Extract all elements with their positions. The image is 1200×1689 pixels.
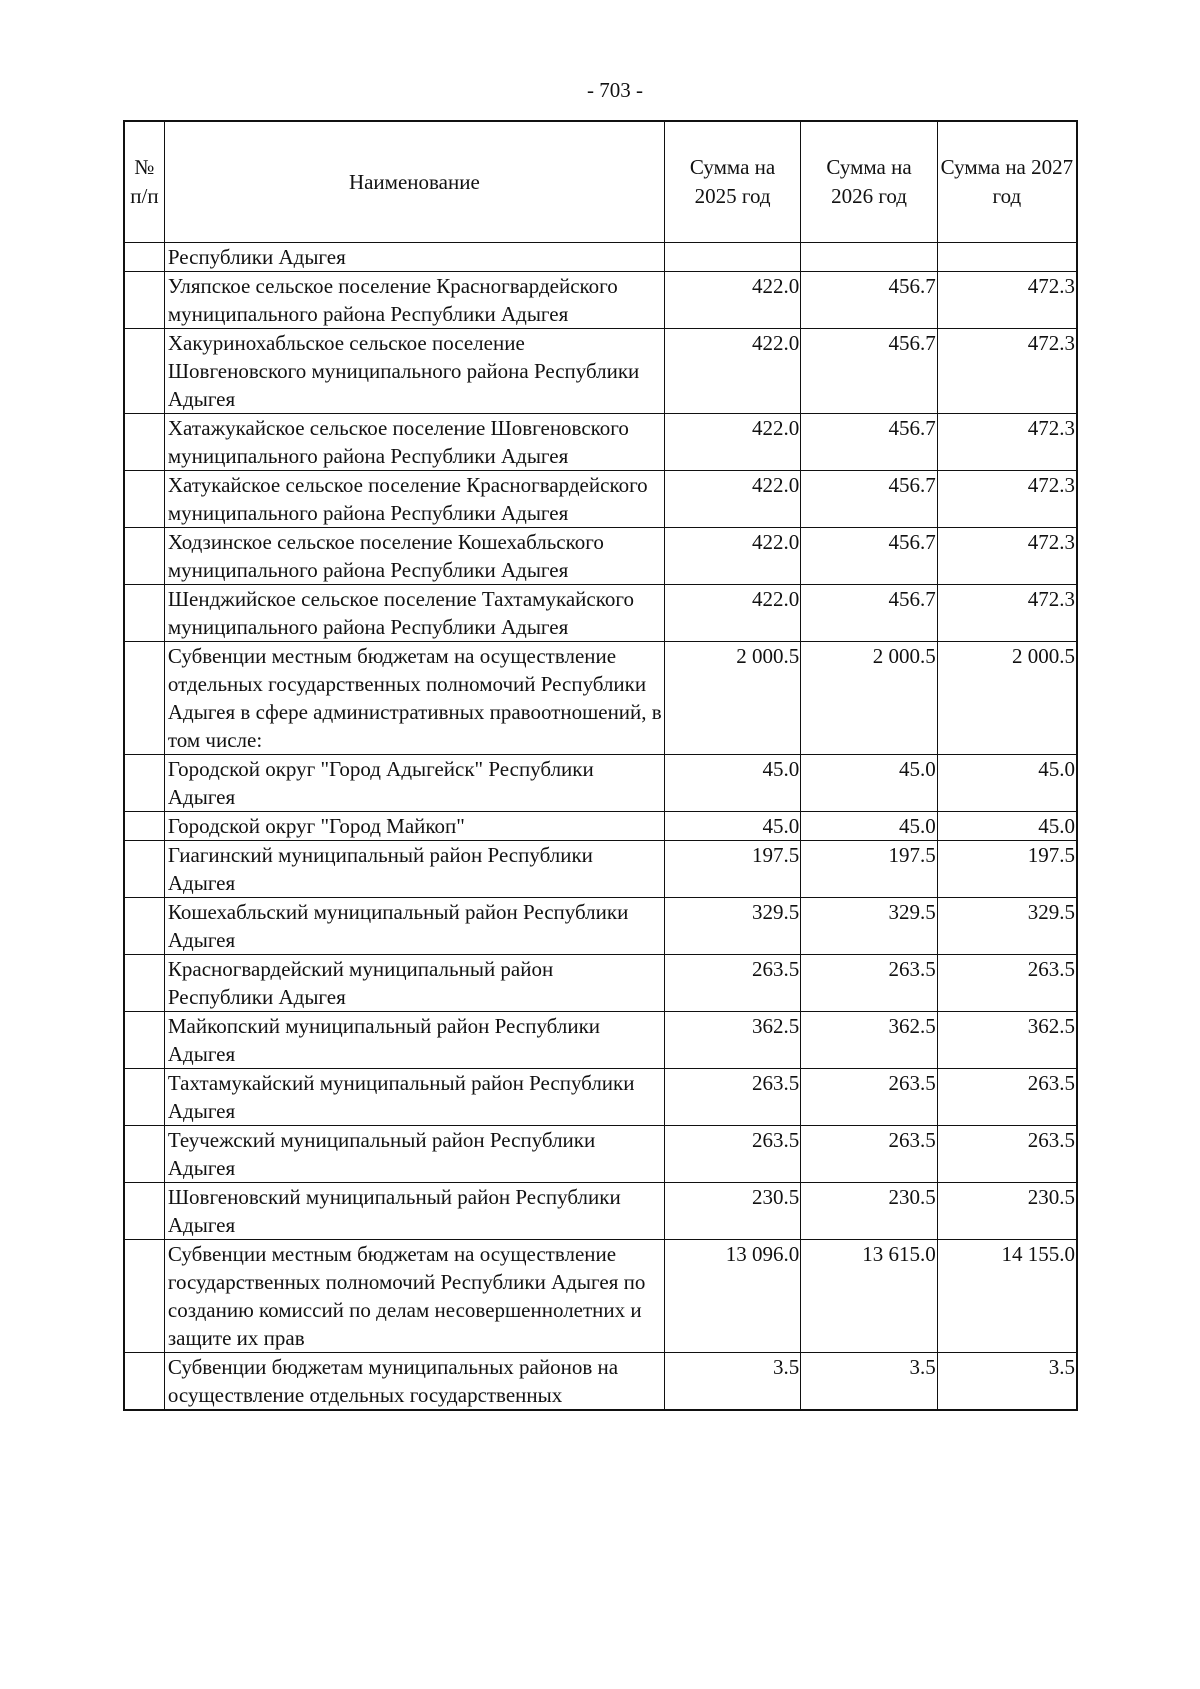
row-name: Субвенции местным бюджетам на осуществление отдельных государственных полномочий Республики Адыгея в сфере административных правоотношений, в том числе: <box>164 642 664 755</box>
row-sum-2026: 13 615.0 <box>801 1240 937 1353</box>
header-index: № п/п <box>124 121 164 243</box>
row-sum-2027: 3.5 <box>937 1353 1077 1411</box>
table-row <box>124 1012 1077 1069</box>
row-sum-2026: 456.7 <box>801 272 937 329</box>
row-sum-2025: 422.0 <box>664 528 800 585</box>
row-index <box>124 243 164 272</box>
row-name: Теучежский муниципальный район Республики Адыгея <box>164 1126 664 1183</box>
row-sum-2027: 263.5 <box>937 1126 1077 1183</box>
row-sum-2026 <box>801 243 937 272</box>
table-row <box>124 1240 1077 1353</box>
row-name: Красногвардейский муниципальный район Республики Адыгея <box>164 955 664 1012</box>
row-sum-2026: 3.5 <box>801 1353 937 1411</box>
row-index <box>124 1069 164 1126</box>
row-index <box>124 1183 164 1240</box>
row-name: Ходзинское сельское поселение Кошехабльского муниципального района Республики Адыгея <box>164 528 664 585</box>
row-index <box>124 755 164 812</box>
page-number: - 703 - <box>587 78 643 102</box>
row-sum-2026: 456.7 <box>801 471 937 528</box>
row-sum-2027: 263.5 <box>937 1069 1077 1126</box>
row-index <box>124 1353 164 1411</box>
row-sum-2026: 263.5 <box>801 1126 937 1183</box>
row-name: Субвенции местным бюджетам на осуществление государственных полномочий Республики Адыгея по созданию комиссий по делам несовершеннолетних и защите их прав <box>164 1240 664 1353</box>
row-sum-2025: 45.0 <box>664 755 800 812</box>
row-sum-2025: 13 096.0 <box>664 1240 800 1353</box>
table-row <box>124 955 1077 1012</box>
row-sum-2025: 197.5 <box>664 841 800 898</box>
row-index <box>124 585 164 642</box>
row-name: Уляпское сельское поселение Красногвардейского муниципального района Республики Адыгея <box>164 272 664 329</box>
table-row <box>124 272 1077 329</box>
row-sum-2026: 456.7 <box>801 329 937 414</box>
row-sum-2027: 14 155.0 <box>937 1240 1077 1353</box>
row-sum-2027: 230.5 <box>937 1183 1077 1240</box>
row-name: Майкопский муниципальный район Республики Адыгея <box>164 1012 664 1069</box>
row-sum-2027: 2 000.5 <box>937 642 1077 755</box>
row-index <box>124 1126 164 1183</box>
row-index <box>124 528 164 585</box>
table-row <box>124 898 1077 955</box>
table-row <box>124 585 1077 642</box>
table-row <box>124 1353 1077 1411</box>
row-sum-2026: 45.0 <box>801 812 937 841</box>
row-sum-2025: 263.5 <box>664 1126 800 1183</box>
row-sum-2025: 422.0 <box>664 414 800 471</box>
row-sum-2026: 456.7 <box>801 585 937 642</box>
row-sum-2026: 329.5 <box>801 898 937 955</box>
row-sum-2026: 362.5 <box>801 1012 937 1069</box>
row-index <box>124 642 164 755</box>
table-row <box>124 1126 1077 1183</box>
table-row <box>124 755 1077 812</box>
row-sum-2026: 2 000.5 <box>801 642 937 755</box>
table-row <box>124 243 1077 272</box>
row-index <box>124 841 164 898</box>
table-row <box>124 812 1077 841</box>
row-index <box>124 272 164 329</box>
row-sum-2025: 263.5 <box>664 955 800 1012</box>
table-body <box>124 243 1077 1411</box>
table-row <box>124 414 1077 471</box>
table-row <box>124 528 1077 585</box>
row-sum-2025: 3.5 <box>664 1353 800 1411</box>
row-name: Хатажукайское сельское поселение Шовгеновского муниципального района Республики Адыгея <box>164 414 664 471</box>
row-sum-2025: 422.0 <box>664 272 800 329</box>
row-index <box>124 471 164 528</box>
row-sum-2025: 2 000.5 <box>664 642 800 755</box>
row-sum-2027: 472.3 <box>937 329 1077 414</box>
row-sum-2026: 263.5 <box>801 1069 937 1126</box>
row-sum-2027 <box>937 243 1077 272</box>
row-sum-2025: 45.0 <box>664 812 800 841</box>
row-sum-2027: 472.3 <box>937 414 1077 471</box>
table-row <box>124 1183 1077 1240</box>
table-row <box>124 329 1077 414</box>
row-sum-2027: 197.5 <box>937 841 1077 898</box>
row-sum-2027: 45.0 <box>937 812 1077 841</box>
row-sum-2027: 472.3 <box>937 528 1077 585</box>
row-sum-2027: 472.3 <box>937 585 1077 642</box>
row-name: Городской округ "Город Майкоп" <box>164 812 664 841</box>
row-sum-2027: 329.5 <box>937 898 1077 955</box>
row-sum-2027: 45.0 <box>937 755 1077 812</box>
row-index <box>124 898 164 955</box>
header-sum-2026: Сумма на 2026 год <box>801 121 937 243</box>
row-sum-2025: 230.5 <box>664 1183 800 1240</box>
row-index <box>124 1240 164 1353</box>
row-index <box>124 812 164 841</box>
row-name: Городской округ "Город Адыгейск" Республики Адыгея <box>164 755 664 812</box>
row-index <box>124 329 164 414</box>
row-sum-2025: 422.0 <box>664 585 800 642</box>
row-sum-2026: 45.0 <box>801 755 937 812</box>
row-sum-2026: 263.5 <box>801 955 937 1012</box>
table-header <box>124 121 1077 243</box>
row-name: Хатукайское сельское поселение Красногвардейского муниципального района Республики Адыгея <box>164 471 664 528</box>
row-index <box>124 414 164 471</box>
header-sum-2025: Сумма на 2025 год <box>664 121 800 243</box>
table-row <box>124 1069 1077 1126</box>
row-sum-2026: 456.7 <box>801 414 937 471</box>
row-sum-2027: 472.3 <box>937 471 1077 528</box>
row-sum-2027: 263.5 <box>937 955 1077 1012</box>
header-sum-2027: Сумма на 2027 год <box>937 121 1077 243</box>
header-name: Наименование <box>164 121 664 243</box>
row-name: Тахтамукайский муниципальный район Республики Адыгея <box>164 1069 664 1126</box>
row-sum-2025: 329.5 <box>664 898 800 955</box>
row-sum-2025: 422.0 <box>664 329 800 414</box>
row-name: Субвенции бюджетам муниципальных районов на осуществление отдельных государственных <box>164 1353 664 1411</box>
row-sum-2026: 456.7 <box>801 528 937 585</box>
row-index <box>124 1012 164 1069</box>
row-sum-2026: 197.5 <box>801 841 937 898</box>
row-sum-2026: 230.5 <box>801 1183 937 1240</box>
row-index <box>124 955 164 1012</box>
table-row <box>124 642 1077 755</box>
row-name: Гиагинский муниципальный район Республики Адыгея <box>164 841 664 898</box>
row-sum-2025 <box>664 243 800 272</box>
row-sum-2027: 362.5 <box>937 1012 1077 1069</box>
row-sum-2025: 263.5 <box>664 1069 800 1126</box>
row-sum-2025: 422.0 <box>664 471 800 528</box>
table-row <box>124 471 1077 528</box>
table-row <box>124 841 1077 898</box>
row-sum-2027: 472.3 <box>937 272 1077 329</box>
row-name: Шовгеновский муниципальный район Республики Адыгея <box>164 1183 664 1240</box>
row-name: Кошехабльский муниципальный район Республики Адыгея <box>164 898 664 955</box>
row-name: Республики Адыгея <box>164 243 664 272</box>
row-name: Хакуринохабльское сельское поселение Шовгеновского муниципального района Республики Адыгея <box>164 329 664 414</box>
header-row <box>124 121 1077 243</box>
row-sum-2025: 362.5 <box>664 1012 800 1069</box>
budget-table <box>123 120 1078 1411</box>
row-name: Шенджийское сельское поселение Тахтамукайского муниципального района Республики Адыгея <box>164 585 664 642</box>
